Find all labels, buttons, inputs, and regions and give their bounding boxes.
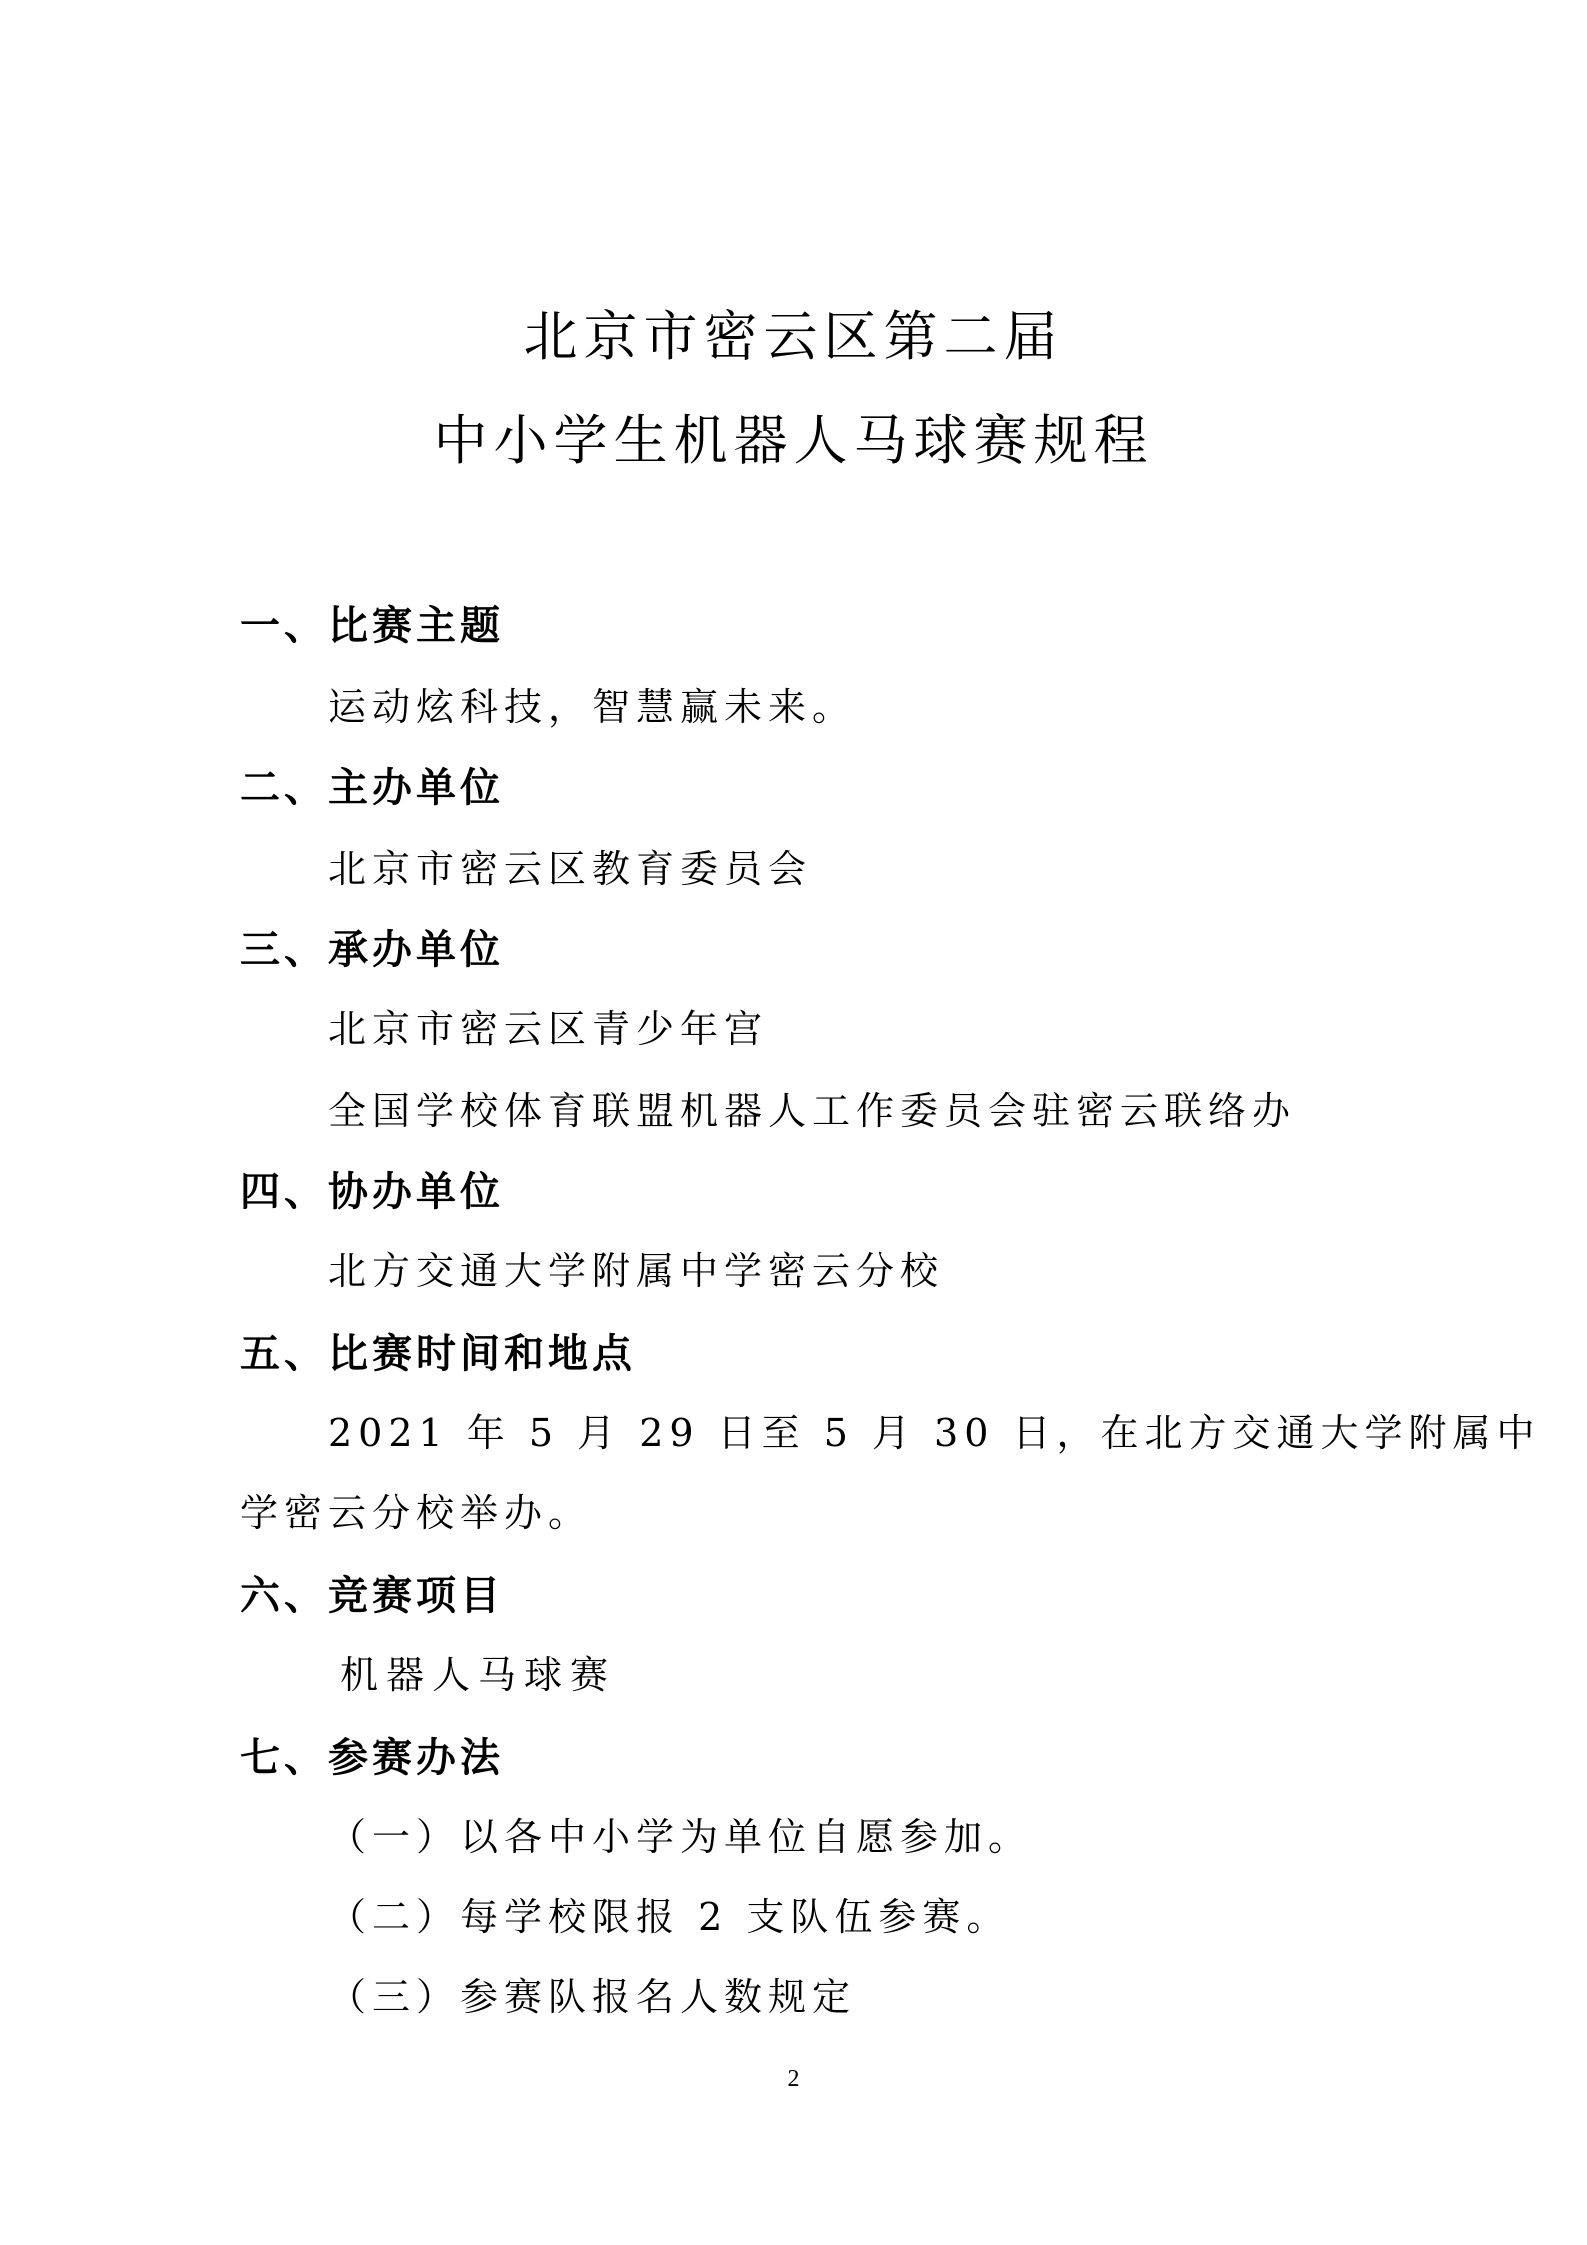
section-text: 北方交通大学附属中学密云分校 — [328, 1249, 945, 1293]
section-heading: 四、协办单位 — [240, 1169, 504, 1215]
section-heading: 二、主办单位 — [240, 765, 504, 811]
section-text: 运动炫科技，智慧赢未来。 — [328, 685, 857, 729]
section-text: 全国学校体育联盟机器人工作委员会驻密云联络办 — [328, 1089, 1297, 1133]
section-heading: 七、参赛办法 — [240, 1735, 504, 1781]
section-heading: 五、比赛时间和地点 — [240, 1331, 636, 1377]
section-text: 北京市密云区教育委员会 — [328, 847, 813, 891]
section-text: 学密云分校举办。 — [240, 1491, 593, 1535]
title-line-2: 中小学生机器人马球赛规程 — [433, 409, 1154, 472]
section-text: （二）每学校限报 2 支队伍参赛。 — [328, 1895, 1011, 1939]
section-text: 北京市密云区青少年宫 — [328, 1007, 769, 1051]
section-text: （一）以各中小学为单位自愿参加。 — [328, 1815, 1033, 1859]
page-number: 2 — [787, 2066, 800, 2092]
title-line-1: 北京市密云区第二届 — [523, 305, 1064, 368]
section-heading: 三、承办单位 — [240, 927, 504, 973]
section-text: （三）参赛队报名人数规定 — [328, 1975, 857, 2019]
section-heading: 一、比赛主题 — [240, 603, 504, 649]
section-text: 2021 年 5 月 29 日至 5 月 30 日，在北方交通大学附属中 — [328, 1411, 1541, 1455]
section-heading: 六、竞赛项目 — [240, 1573, 504, 1619]
section-text: 机器人马球赛 — [340, 1653, 617, 1697]
